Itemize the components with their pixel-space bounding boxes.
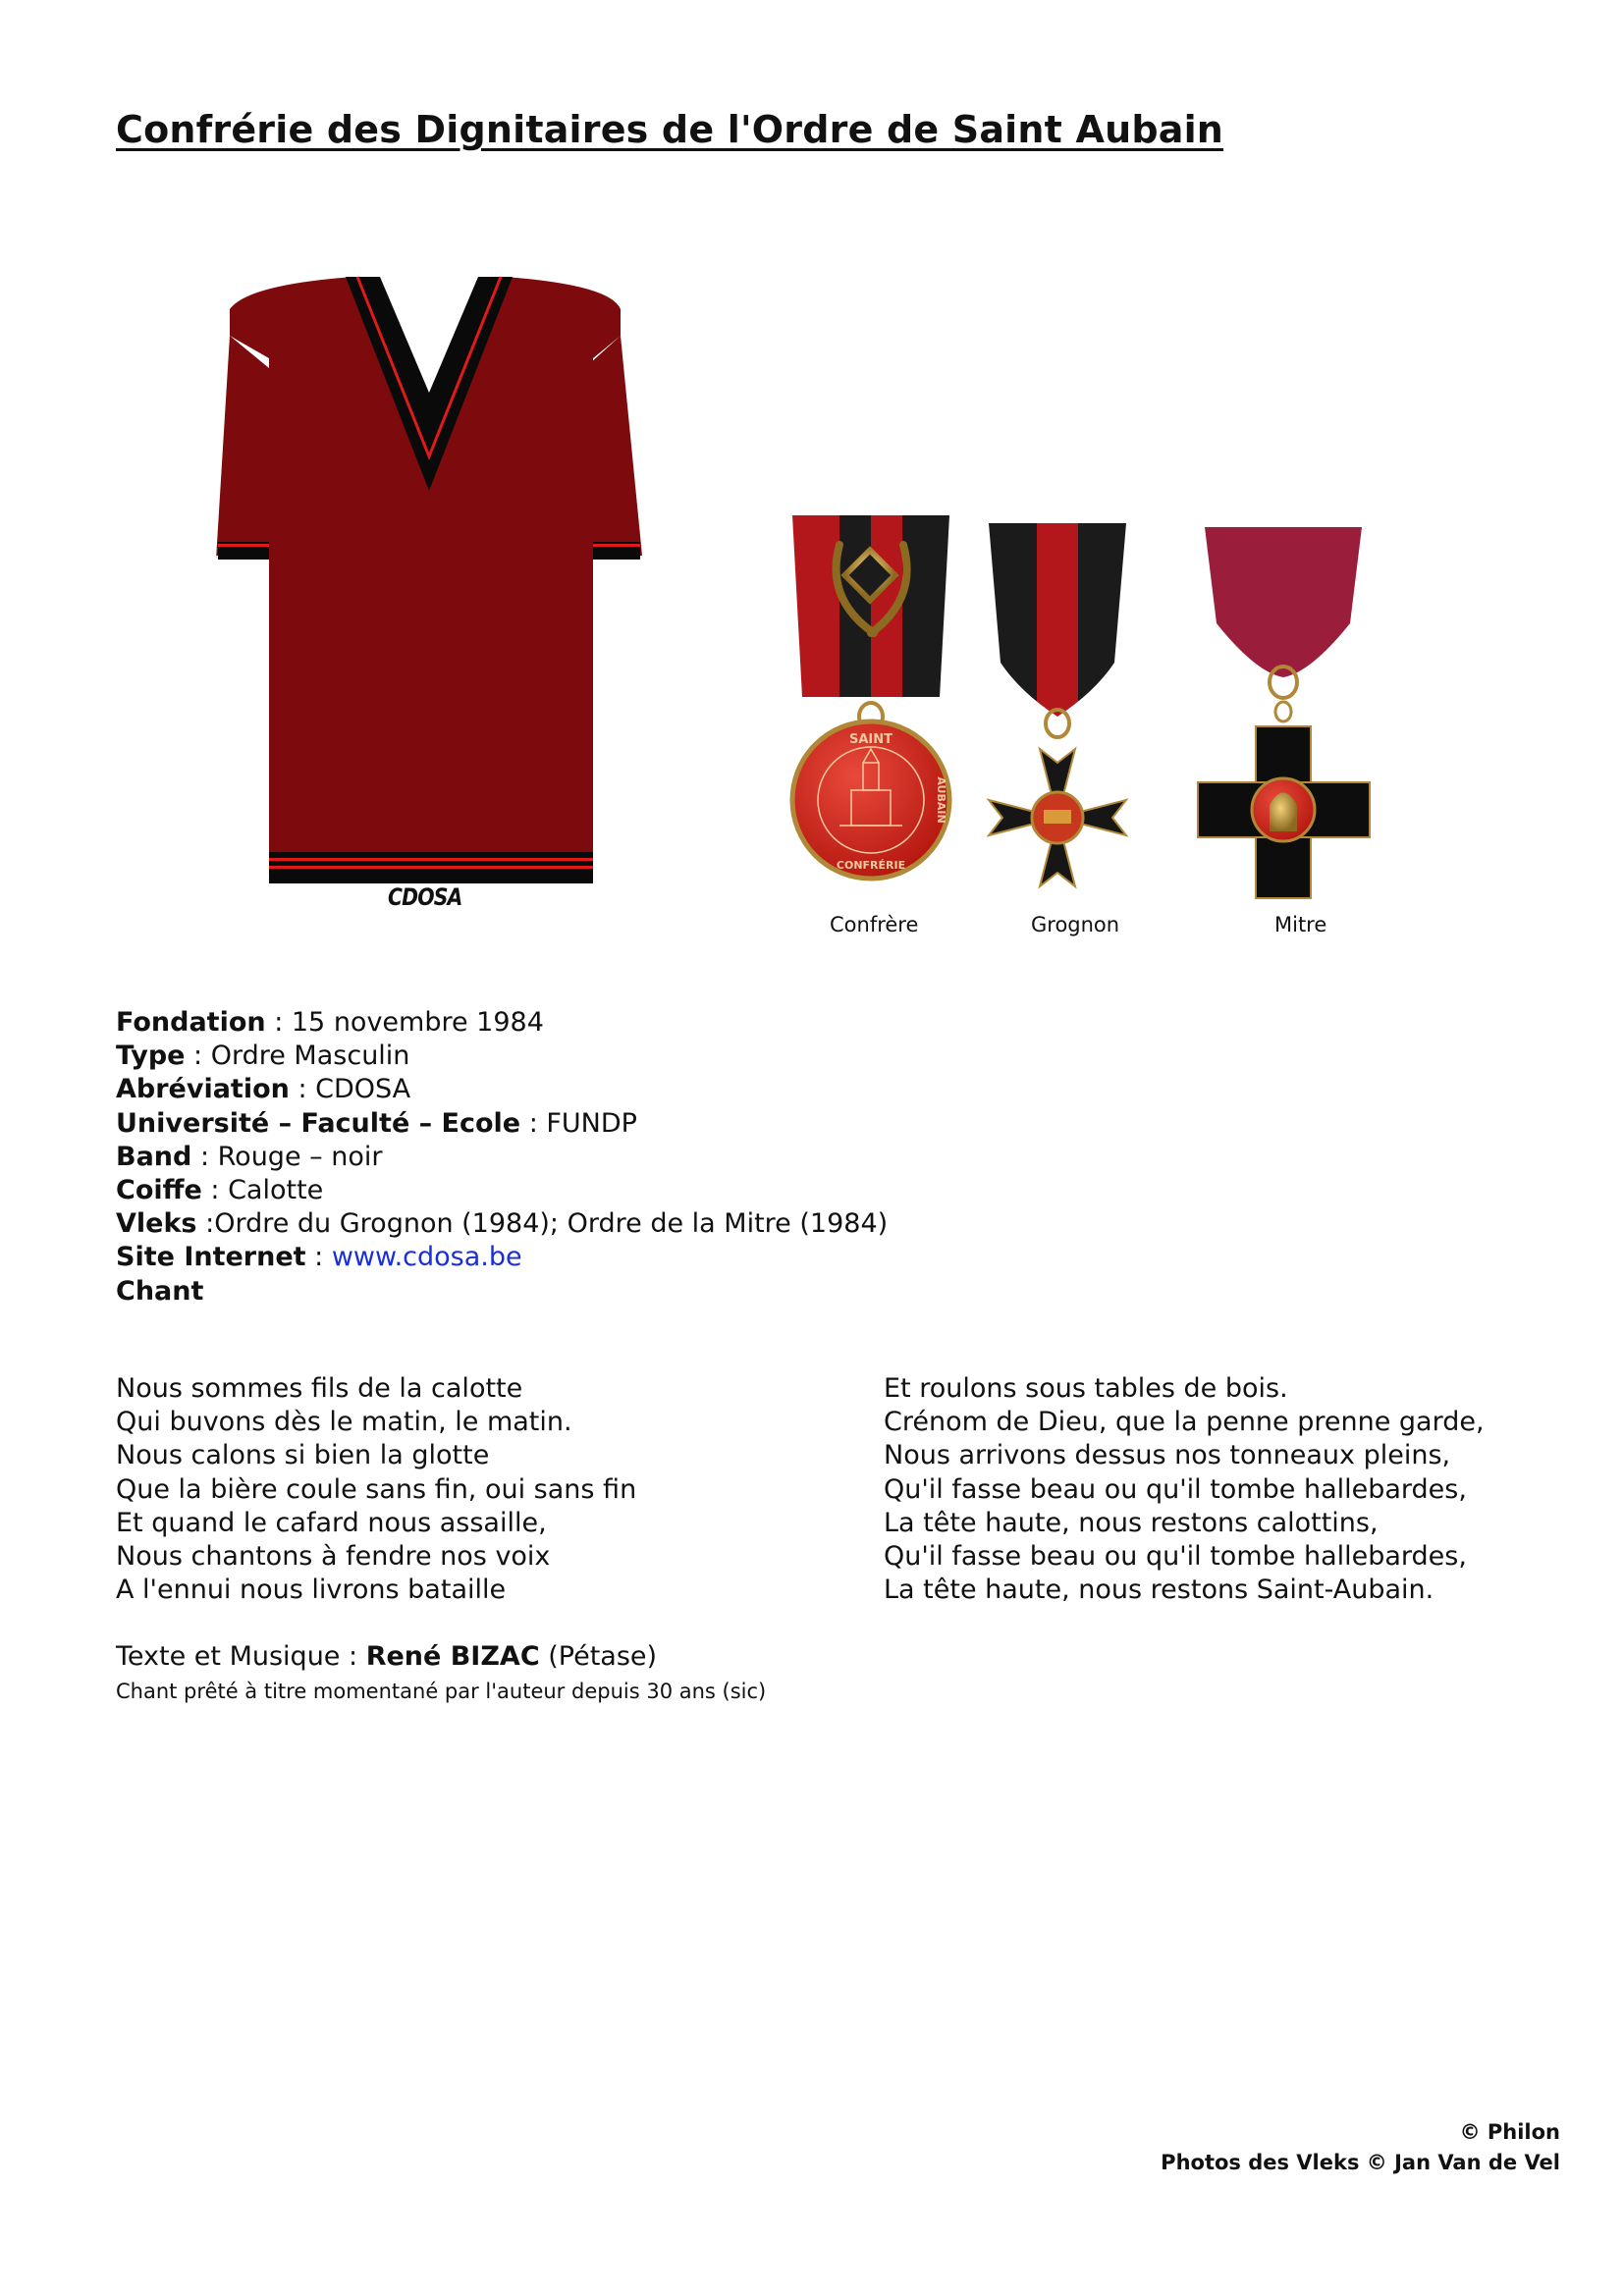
shirt-body — [230, 277, 621, 883]
lyric-line: Et quand le cafard nous assaille, — [116, 1507, 547, 1538]
info-row-abreviation — [116, 1073, 888, 1106]
info-row-universite — [116, 1107, 888, 1141]
medal-mitre — [1198, 527, 1370, 898]
medal-label-mitre: Mitre — [1274, 913, 1327, 936]
lyrics-left-column — [116, 1372, 636, 1607]
lyric-line: La tête haute, nous restons calottins, — [884, 1507, 1379, 1538]
info-sep: : — [265, 1007, 292, 1038]
lyric-line: Qu'il fasse beau ou qu'il tombe hallebardes, — [884, 1473, 1467, 1505]
website-link[interactable]: www.cdosa.be — [331, 1242, 522, 1273]
page-title: Confrérie des Dignitaires de l'Ordre de Saint Aubain — [116, 108, 1224, 151]
medal-confrere-top-text: SAINT — [848, 732, 893, 747]
info-sep: : — [305, 1242, 332, 1273]
info-block — [116, 1006, 888, 1308]
medal-mitre-ribbon — [1205, 527, 1362, 677]
lyric-line: Nous arrivons dessus nos tonneaux pleins, — [884, 1440, 1451, 1471]
info-value: Calotte — [228, 1175, 324, 1206]
shirt-left-sleeve — [216, 336, 275, 560]
info-key: Chant — [116, 1275, 204, 1307]
copyright-line-1: © Philon — [1459, 2120, 1560, 2144]
info-key: Abréviation — [116, 1074, 290, 1105]
info-sep: : — [201, 1175, 229, 1206]
shirt-drawing — [208, 265, 650, 933]
info-value: 15 novembre 1984 — [291, 1007, 544, 1038]
info-key: Université – Faculté – Ecole — [116, 1107, 521, 1139]
lyric-line: Et roulons sous tables de bois. — [884, 1373, 1288, 1404]
copyright-block — [1161, 2117, 1560, 2178]
medal-label-confrere: Confrère — [830, 913, 919, 936]
medal-grognon-ribbon — [989, 523, 1126, 717]
medal-label-grognon: Grognon — [1031, 913, 1120, 936]
lyric-line: Crénom de Dieu, que la penne prenne garde, — [884, 1407, 1485, 1438]
lyric-line: Nous calons si bien la glotte — [116, 1440, 490, 1471]
lyric-line: A l'ennui nous livrons bataille — [116, 1575, 507, 1606]
info-row-site — [116, 1241, 888, 1274]
info-key: Coiffe — [116, 1175, 202, 1206]
info-key: Type — [116, 1041, 186, 1072]
info-value: Ordre du Grognon (1984); Ordre de la Mitre (1984) — [214, 1208, 889, 1240]
credit-author: René BIZAC — [365, 1641, 540, 1672]
lyric-line: La tête haute, nous restons Saint-Aubain. — [884, 1575, 1434, 1606]
info-key: Vleks — [116, 1208, 197, 1240]
medal-confrere-bottom-text: CONFRÉRIE — [836, 859, 906, 872]
lyric-line: Que la bière coule sans fin, oui sans fin — [116, 1473, 637, 1505]
info-key: Site Internet — [116, 1242, 306, 1273]
medal-grognon — [989, 523, 1126, 886]
info-sep: : — [191, 1141, 218, 1172]
medal-confrere — [792, 515, 949, 879]
info-sep: : — [185, 1041, 211, 1072]
info-sep: : — [289, 1074, 316, 1105]
info-sep: : — [196, 1208, 215, 1240]
medal-confrere-side-text: AUBAIN — [935, 776, 947, 824]
info-row-fondation — [116, 1006, 888, 1040]
medals-group — [781, 506, 1448, 937]
info-value: CDOSA — [315, 1074, 411, 1105]
medal-confrere-ribbon — [792, 515, 949, 697]
song-note: Chant prêté à titre momentané par l'auteur depuis 30 ans (sic) — [116, 1680, 767, 1703]
credit-suffix: (Pétase) — [539, 1641, 658, 1672]
info-value: Ordre Masculin — [210, 1041, 410, 1072]
info-key: Fondation — [116, 1007, 266, 1038]
shirt-caption: CDOSA — [388, 883, 462, 911]
info-row-chant — [116, 1275, 888, 1308]
lyrics-right-column — [884, 1372, 1485, 1607]
info-key: Band — [116, 1141, 192, 1172]
medals-drawing — [781, 506, 1448, 937]
lyric-line: Nous chantons à fendre nos voix — [116, 1541, 551, 1573]
info-row-band — [116, 1141, 888, 1174]
info-value: Rouge – noir — [217, 1141, 383, 1172]
info-row-coiffe — [116, 1174, 888, 1207]
lyric-line: Nous sommes fils de la calotte — [116, 1373, 523, 1404]
copyright-line-2: Photos des Vleks © Jan Van de Vel — [1161, 2151, 1560, 2174]
info-row-type — [116, 1040, 888, 1073]
song-credit — [116, 1641, 657, 1672]
info-value: FUNDP — [546, 1107, 637, 1139]
lyric-line: Qu'il fasse beau ou qu'il tombe hallebardes, — [884, 1541, 1467, 1573]
info-sep: : — [520, 1107, 547, 1139]
credit-prefix: Texte et Musique : — [116, 1641, 366, 1672]
info-row-vleks — [116, 1207, 888, 1241]
shirt-illustration — [208, 265, 650, 933]
lyric-line: Qui buvons dès le matin, le matin. — [116, 1407, 572, 1438]
